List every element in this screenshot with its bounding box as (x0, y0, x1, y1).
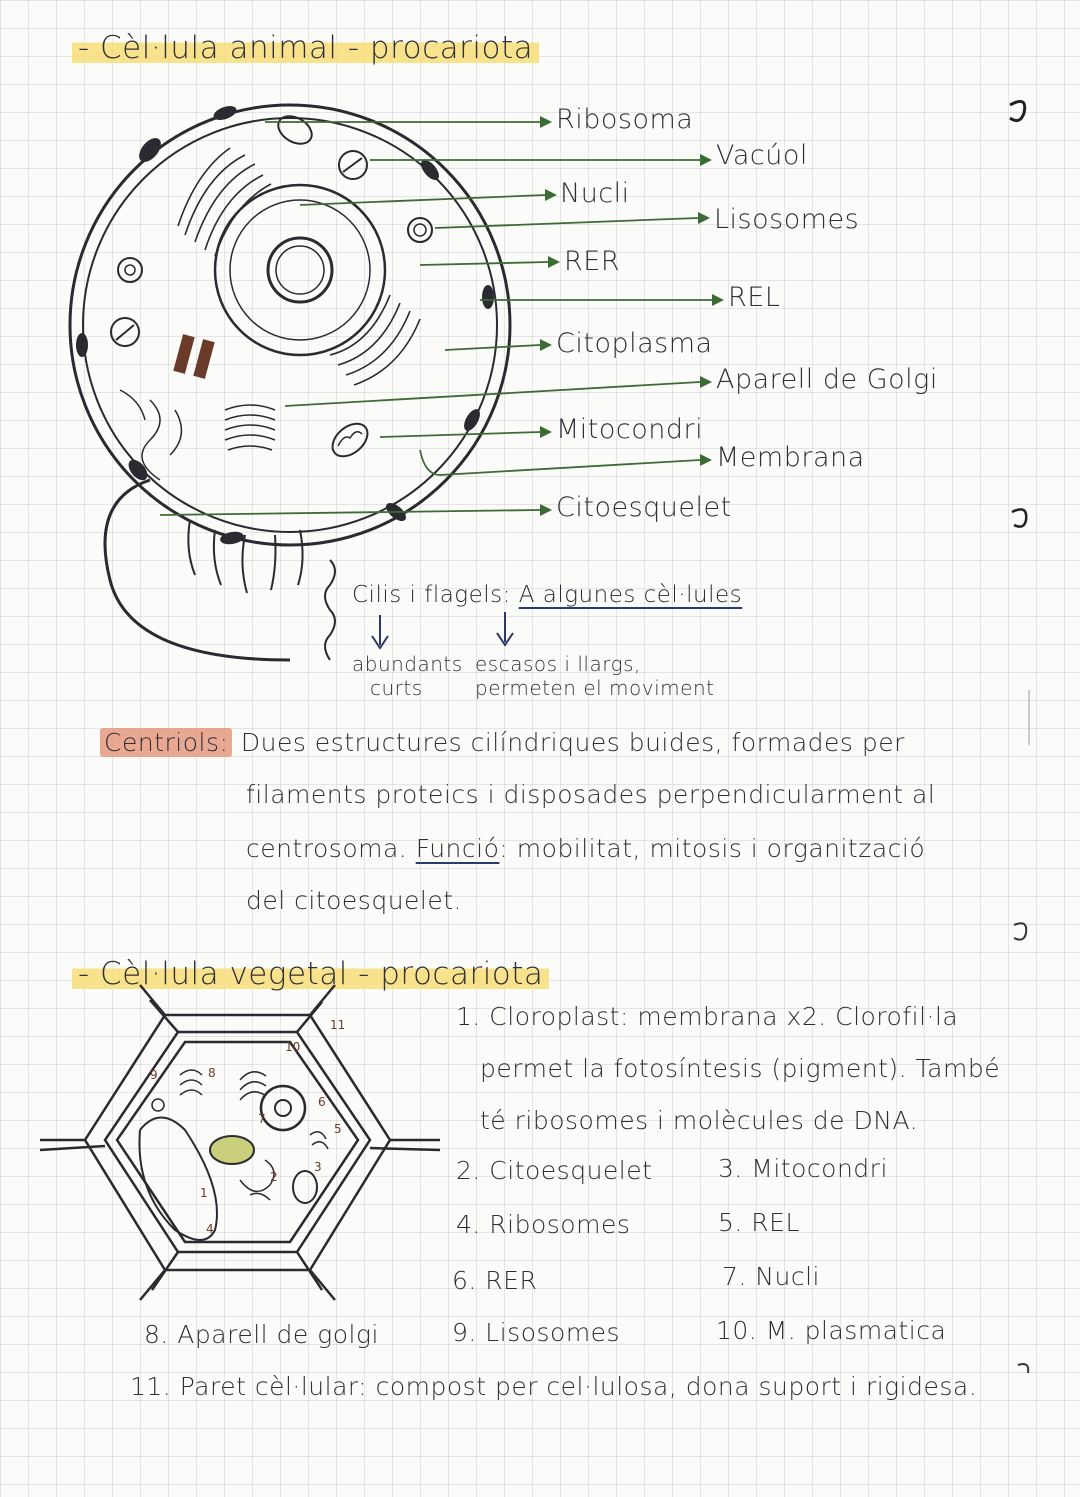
label-nucli: Nucli (560, 178, 630, 209)
vegetal-num-1: 1 (200, 1186, 208, 1200)
legend-8: 8. Aparell de golgi (144, 1320, 379, 1349)
cilis-subtitle: A algunes cèl·lules (518, 582, 743, 608)
centriols-text-3b: : mobilitat, mitosis i organització (499, 834, 926, 863)
legend-3: 3. Mitocondri (718, 1154, 888, 1183)
vegetal-num-3: 3 (314, 1160, 322, 1174)
label-lisosomes: Lisosomes (714, 204, 860, 235)
legend-10: 10. M. plasmatica (716, 1316, 947, 1345)
label-citoesquelet: Citoesquelet (556, 492, 732, 523)
vegetal-num-5: 5 (334, 1122, 342, 1136)
vegetal-num-4: 4 (206, 1222, 214, 1236)
label-ribosoma: Ribosoma (556, 104, 694, 135)
vegetal-num-8: 8 (208, 1066, 216, 1080)
vegetal-num-9: 9 (150, 1068, 158, 1082)
label-vacuol: Vacúol (716, 140, 808, 171)
vegetal-cell-title: - Cèl·lula vegetal - procariota (72, 956, 549, 992)
centriols-funcio: Funció (415, 834, 500, 863)
cilis-desc-2: curts (370, 676, 423, 700)
label-membrana: Membrana (716, 442, 865, 473)
vegetal-num-7: 7 (258, 1112, 266, 1126)
legend-6: 6. RER (452, 1266, 538, 1295)
centriols-line-4: del citoesquelet. (246, 886, 463, 915)
legend-2: 2. Citoesquelet (456, 1156, 653, 1185)
legend-4: 4. Ribosomes (456, 1210, 631, 1239)
label-golgi: Aparell de Golgi (716, 364, 938, 395)
legend-1c: té ribosomes i molècules de DNA. (480, 1106, 919, 1135)
legend-1a: 1. Cloroplast: membrana x2. Clorofil·la (456, 1002, 959, 1031)
flagels-desc-1: escasos i llargs, (475, 652, 641, 676)
label-rel: REL (728, 282, 781, 313)
legend-7: 7. Nucli (722, 1262, 820, 1291)
label-mitocondri: Mitocondri (556, 414, 704, 445)
animal-cell-title: - Cèl·lula animal - procariota (72, 30, 539, 66)
legend-5: 5. REL (718, 1208, 800, 1237)
vegetal-num-10: 10 (285, 1040, 301, 1054)
centriols-line-2: filaments proteics i disposades perpendicularment al (246, 780, 936, 809)
label-rer: RER (564, 246, 621, 277)
centriols-text-3a: centrosoma. (246, 834, 408, 863)
cilis-heading: Cilis i flagels: (352, 582, 511, 608)
centriols-term: Centriols: (100, 728, 232, 757)
flagels-desc-2: permeten el moviment (475, 676, 715, 700)
cilis-desc-1: abundants (352, 652, 463, 676)
label-citoplasma: Citoplasma (556, 328, 713, 359)
vegetal-num-6: 6 (318, 1095, 326, 1109)
vegetal-num-2: 2 (270, 1170, 278, 1184)
legend-9: 9. Lisosomes (452, 1318, 621, 1347)
legend-11: 11. Paret cèl·lular: compost per cel·lulosa, dona suport i rigidesa. (130, 1372, 978, 1401)
legend-1b: permet la fotosíntesis (pigment). També (480, 1054, 1001, 1083)
centriols-text-1: Dues estructures cilíndriques buides, formades per (240, 728, 905, 757)
vegetal-num-11: 11 (330, 1018, 346, 1032)
